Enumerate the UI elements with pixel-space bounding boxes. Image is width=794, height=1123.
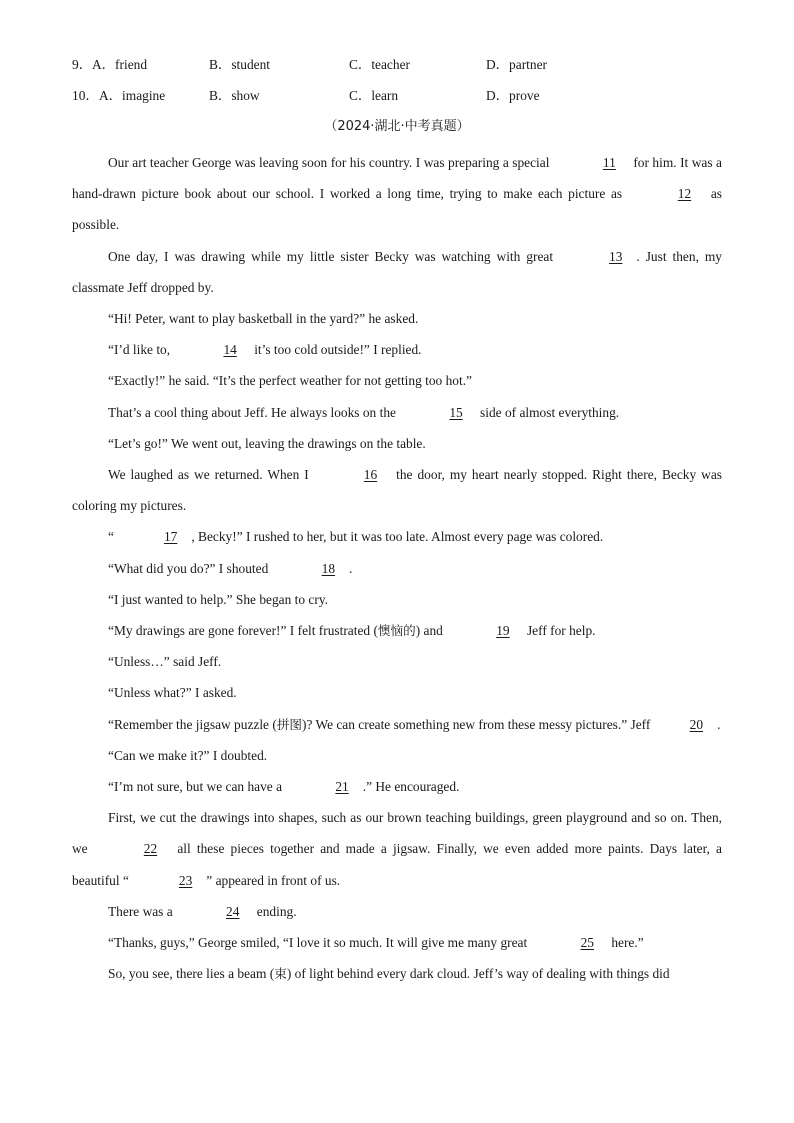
paragraph: “Exactly!” he said. “It’s the perfect weather for not getting too hot.” <box>108 373 473 389</box>
paragraph: “I’d like to, 14 it’s too cold outside!” I replied. <box>72 334 722 365</box>
paragraph: First, we cut the drawings into shapes, such as our brown teaching buildings, green playground and so on. Then, we 22 all these pieces together and made a jigsaw. Finally, we even added more paints. Days later, a beautiful “ 23 ” appeared in front of us. <box>72 802 722 896</box>
paragraph: “I just wanted to help.” She began to cry. <box>108 591 329 607</box>
blank-18[interactable]: 18 <box>321 560 336 576</box>
option-c: C．teacher <box>349 57 410 72</box>
paragraph: “What did you do?” I shouted 18 . <box>72 553 722 584</box>
option-c: C．learn <box>349 88 399 103</box>
blank-22[interactable]: 22 <box>143 841 158 857</box>
blank-24[interactable]: 24 <box>226 903 240 919</box>
paragraph: “Remember the jigsaw puzzle (拼图)? We can create something new from these messy pictures.” Jeff 20 . <box>72 709 722 740</box>
paragraph: “My drawings are gone forever!” I felt frustrated (懊恼的) and 19 Jeff for help. <box>72 615 722 646</box>
paragraph: “Can we make it?” I doubted. <box>108 747 268 763</box>
paragraph: Our art teacher George was leaving soon for his country. I was preparing a special 11 for him. It was a hand-drawn picture book about our school. I worked a long time, trying to make each picture as 12 as possible. <box>72 147 722 241</box>
option-b: B．show <box>209 88 260 103</box>
blank-12[interactable]: 12 <box>677 186 692 202</box>
cloze-passage <box>72 147 722 989</box>
paragraph: “Thanks, guys,” George smiled, “I love it so much. It will give me many great 25 here.” <box>72 927 722 958</box>
paragraph: “I’m not sure, but we can have a 21 .” He encouraged. <box>72 771 722 802</box>
question-number: 9． <box>72 57 93 72</box>
option-d: D．prove <box>486 88 540 103</box>
paragraph: So, you see, there lies a beam (束) of light behind every dark cloud. Jeff’s way of dealing with things did <box>108 966 670 982</box>
blank-17[interactable]: 17 <box>163 529 178 545</box>
source-label: （2024·湖北·中考真题） <box>324 119 470 134</box>
option-a: A．imagine <box>99 88 166 103</box>
option-a: A．friend <box>92 57 148 72</box>
blank-13[interactable]: 13 <box>609 248 623 264</box>
blank-25[interactable]: 25 <box>580 935 594 951</box>
blank-20[interactable]: 20 <box>689 716 704 732</box>
paragraph: There was a 24 ending. <box>72 896 722 927</box>
blank-14[interactable]: 14 <box>223 342 237 358</box>
paragraph: “ 17 , Becky!” I rushed to her, but it was too late. Almost every page was colored. <box>72 521 722 552</box>
paragraph: That’s a cool thing about Jeff. He always looks on the 15 side of almost everything. <box>72 397 722 428</box>
blank-16[interactable]: 16 <box>363 467 378 483</box>
paragraph: “Let’s go!” We went out, leaving the drawings on the table. <box>108 435 426 451</box>
paragraph: “Hi! Peter, want to play basketball in the yard?” he asked. <box>108 311 419 327</box>
paragraph: “Unless…” said Jeff. <box>108 654 222 670</box>
paragraph: One day, I was drawing while my little sister Becky was watching with great 13 . Just then, my classmate Jeff dropped by. <box>72 241 722 303</box>
blank-19[interactable]: 19 <box>496 623 510 639</box>
blank-11[interactable]: 11 <box>602 155 616 170</box>
option-d: D．partner <box>486 57 547 72</box>
question-number: 10． <box>72 88 99 103</box>
blank-23[interactable]: 23 <box>178 872 193 888</box>
paragraph: “Unless what?” I asked. <box>108 685 237 701</box>
blank-15[interactable]: 15 <box>449 404 463 420</box>
blank-21[interactable]: 21 <box>335 779 349 795</box>
option-b: B．student <box>209 57 271 72</box>
paragraph: We laughed as we returned. When I 16 the door, my heart nearly stopped. Right there, Becky was coloring my pictures. <box>72 459 722 521</box>
